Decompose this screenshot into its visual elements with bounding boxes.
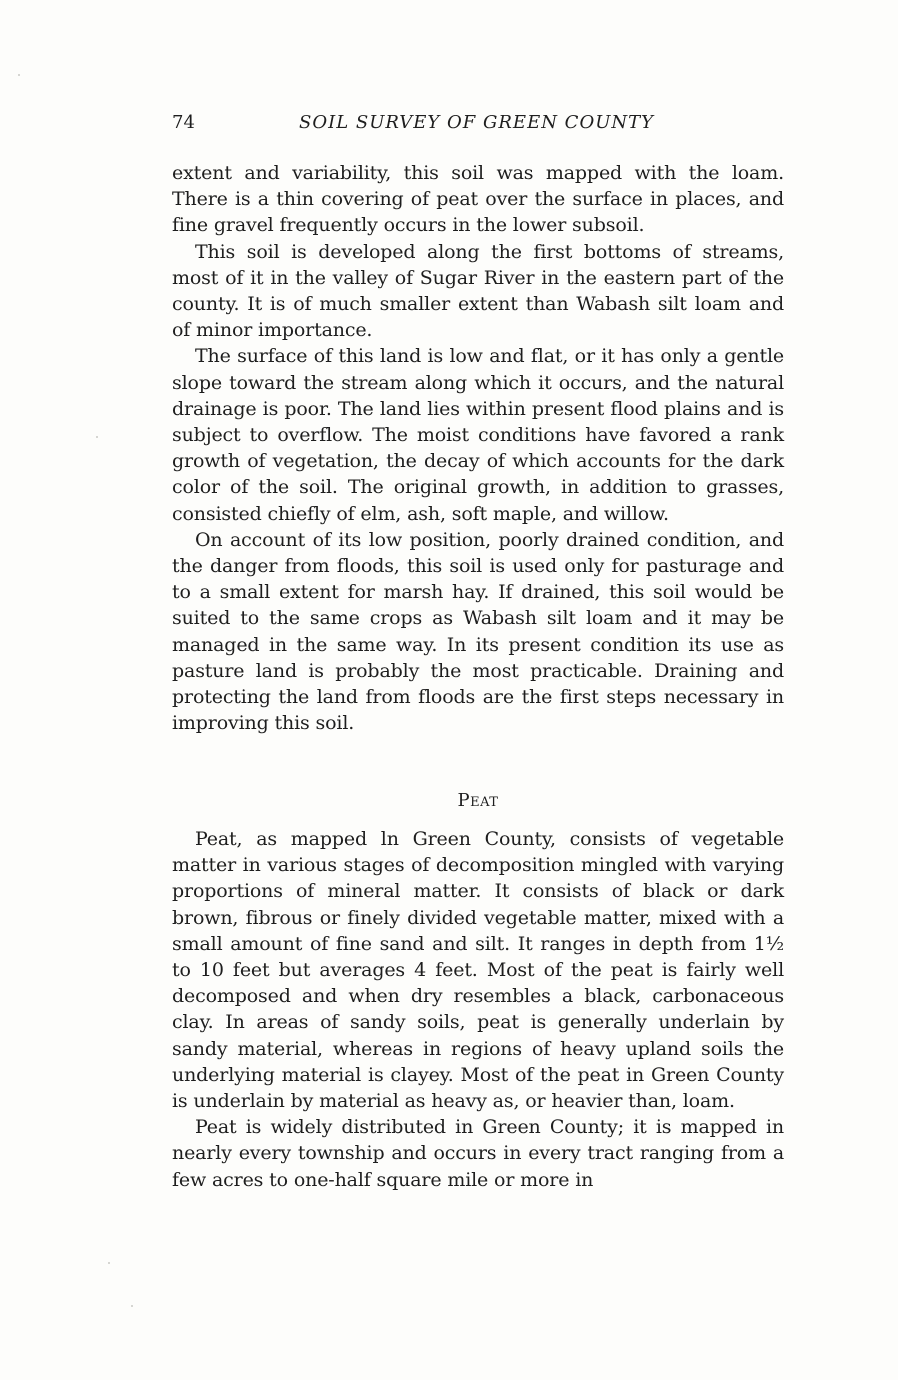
paragraph: Peat, as mapped ln Green County, consists of vegetable matter in various stages of decomposition mingled with varying proportions of mineral matter. It consists of black or dark brown, fibrous or finely divided vegetable matter, mixed with a small amount of fine sand and silt. It ranges in depth from 1½ to 10 feet but averages 4 feet. Most of the peat is fairly well decomposed and when dry resembles a black, carbonaceous clay. In areas of sandy soils, peat is generally underlain by sandy material, whereas in regions of heavy upland soils the underlying material is clayey. Most of the peat in Green County is underlain by material as heavy as, or heavier than, loam. (172, 828, 784, 1113)
page-number: 74 (172, 112, 195, 133)
paragraph: Peat is widely distributed in Green County; it is mapped in nearly every township and occurs in every tract ranging from a few acres to one-half square mile or more in (172, 1116, 784, 1191)
text-block-loam-continuation (172, 160, 784, 736)
page-header (172, 112, 784, 142)
paper-speck (108, 1262, 110, 1264)
running-title: SOIL SURVEY OF GREEN COUNTY (299, 112, 655, 133)
paper-speck (131, 1305, 133, 1307)
paper-speck (18, 74, 20, 76)
paragraph: extent and variability, this soil was mapped with the loam. There is a thin covering of peat over the surface in places, and fine gravel frequently occurs in the lower subsoil. (172, 162, 784, 237)
paragraph: The surface of this land is low and flat, or it has only a gentle slope toward the stream along which it occurs, and the natural drainage is poor. The land lies within present flood plains and is subject to overflow. The moist conditions have favored a rank growth of vegetation, the decay of which accounts for the dark color of the soil. The original growth, in addition to grasses, consisted chiefly of elm, ash, soft maple, and willow. (172, 345, 784, 525)
paragraph: On account of its low position, poorly drained condition, and the danger from floods, this soil is used only for pasturage and to a small extent for marsh hay. If drained, this soil would be suited to the same crops as Wabash silt loam and it may be managed in the same way. In its present condition its use as pasture land is probably the most practicable. Draining and protecting the land from floods are the first steps necessary in improving this soil. (172, 528, 784, 735)
section-heading: Peat (457, 790, 499, 811)
text-block-peat (172, 826, 784, 1193)
paragraph: This soil is developed along the first bottoms of streams, most of it in the valley of Sugar River in the eastern part of the county. It is of much smaller extent than Wabash silt loam and of minor importance. (172, 240, 784, 342)
paper-speck (96, 436, 98, 438)
